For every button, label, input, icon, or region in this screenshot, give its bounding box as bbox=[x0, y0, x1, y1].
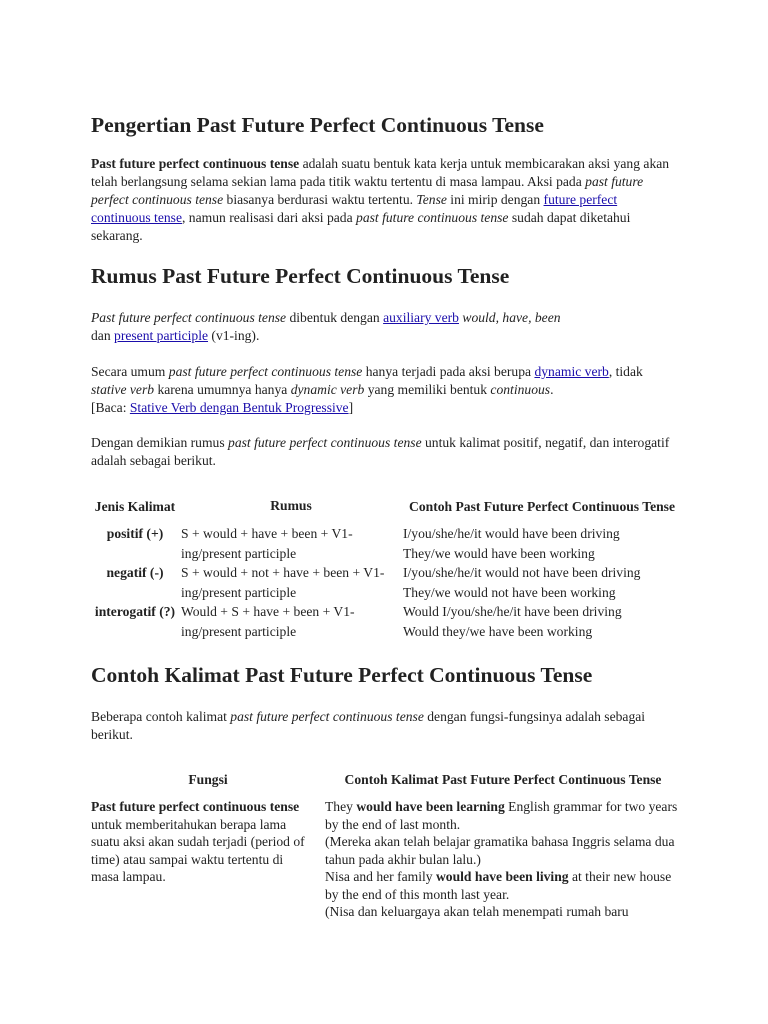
link-present-participle[interactable]: present participle bbox=[114, 328, 209, 343]
paragraph-rumus-summary: Dengan demikian rumus past future perfect continuous tense untuk kalimat positif, negatif, dan interogatif adalah sebagai berikut. bbox=[91, 435, 670, 468]
paragraph-contoh-intro: Beberapa contoh kalimat past future perfect continuous tense dengan fungsi-fungsinya adalah sebagai berikut. bbox=[91, 709, 646, 742]
header-contoh-kalimat: Contoh Kalimat Past Future Perfect Continuous Tense bbox=[344, 772, 662, 788]
rumus-table bbox=[91, 488, 681, 641]
section-title-contoh: Contoh Kalimat Past Future Perfect Continuous Tense bbox=[91, 663, 593, 687]
paragraph-definition: Past future perfect continuous tense adalah suatu bentuk kata kerja untuk membicarakan aksi yang akan telah berlangsung selama sekian lama pada titik waktu tertentu di masa lampau. Aksi pada past future perfect continuous tense biasanya berdurasi waktu tertentu. Tense ini mirip dengan future perfect continuous tense, namun realisasi dari aksi pada past future continuous tense sudah dapat diketahui sekarang. bbox=[91, 156, 670, 243]
example-sentence: They would have been learning English grammar for two years by the end of last month. bbox=[325, 799, 678, 832]
header-fungsi: Fungsi bbox=[188, 772, 228, 788]
fungsi-cell: Past future perfect continuous tense untuk memberitahukan berapa lama suatu aksi akan sudah terjadi (period of time) atau sampai waktu tertentu di masa lampau. bbox=[91, 799, 305, 884]
table-row bbox=[91, 563, 681, 602]
contoh-table bbox=[91, 762, 681, 921]
table-row bbox=[91, 798, 681, 921]
header-jenis-kalimat: Jenis Kalimat bbox=[94, 498, 176, 514]
table-row bbox=[91, 602, 681, 641]
jenis-cell: interogatif (?) bbox=[94, 604, 176, 619]
paragraph-rumus-intro: Past future perfect continuous tense dibentuk dengan auxiliary verb would, have, been dan present participle (v1-ing). bbox=[91, 310, 561, 343]
example-sentence: Nisa and her family would have been living at their new house by the end of this month last year. bbox=[325, 869, 672, 902]
example-translation: (Nisa dan keluargaya akan telah menempati rumah baru bbox=[325, 904, 629, 919]
rumus-cell: S + would + have + been + V1-ing/present participle bbox=[181, 526, 353, 561]
contoh-cell: I/you/she/he/it would not have been driving They/we would not have been working bbox=[403, 565, 641, 600]
link-auxiliary-verb[interactable]: auxiliary verb bbox=[383, 310, 459, 325]
example-translation: (Mereka akan telah belajar gramatika bahasa Inggris selama dua tahun pada akhir bulan lalu.) bbox=[325, 834, 675, 867]
contoh-cell: I/you/she/he/it would have been driving They/we would have been working bbox=[403, 526, 620, 561]
section-title-pengertian: Pengertian Past Future Perfect Continuous Tense bbox=[91, 113, 544, 137]
header-rumus: Rumus bbox=[270, 498, 312, 514]
rumus-cell: Would + S + have + been + V1-ing/present participle bbox=[181, 604, 355, 639]
jenis-cell: negatif (-) bbox=[106, 565, 164, 580]
rumus-cell: S + would + not + have + been + V1-ing/present participle bbox=[181, 565, 385, 600]
contoh-kalimat-cell bbox=[325, 798, 681, 921]
link-future-perfect-continuous-tense[interactable]: future perfect continuous tense bbox=[91, 192, 618, 225]
contoh-cell: Would I/you/she/he/it have been driving Would they/we have been working bbox=[403, 604, 622, 639]
table-row bbox=[91, 524, 681, 563]
jenis-cell: positif (+) bbox=[106, 526, 164, 541]
paragraph-dynamic-verb: Secara umum past future perfect continuous tense hanya terjadi pada aksi berupa dynamic verb, tidak stative verb karena umumnya hanya dynamic verb yang memiliki bentuk continuous. [Baca: Stative Verb dengan Bentuk Progressive] bbox=[91, 364, 643, 415]
section-title-rumus: Rumus Past Future Perfect Continuous Tense bbox=[91, 264, 510, 288]
link-dynamic-verb[interactable]: dynamic verb bbox=[534, 364, 609, 379]
link-stative-verb-progressive[interactable]: Stative Verb dengan Bentuk Progressive bbox=[129, 400, 349, 415]
header-contoh: Contoh Past Future Perfect Continuous Tense bbox=[409, 498, 675, 514]
